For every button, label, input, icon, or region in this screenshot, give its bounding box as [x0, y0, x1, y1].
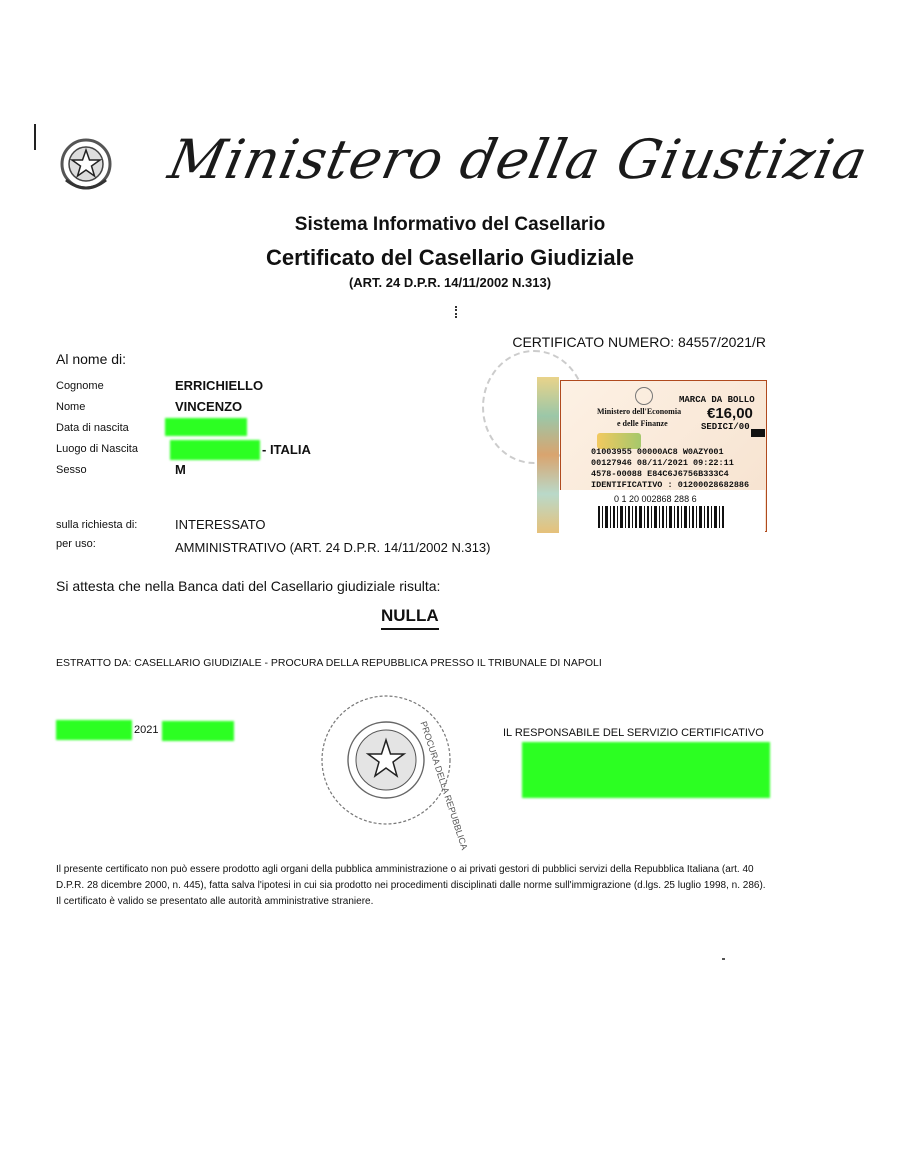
stamp-line-3: 4578-00088 E84C6J6756B333C4 — [591, 469, 729, 479]
barcode-number: 0 1 20 002868 288 6 — [614, 494, 697, 504]
date-year: 2021 — [134, 724, 159, 736]
redacted-birthplace — [170, 440, 260, 460]
stamp-line-4: IDENTIFICATIVO : 01200028682886 — [591, 480, 750, 490]
field-label-surname: Cognome — [56, 380, 104, 392]
field-label-birthplace: Luogo di Nascita — [56, 443, 138, 455]
ink-dot — [455, 306, 461, 318]
responsible-title: IL RESPONSABILE DEL SERVIZIO CERTIFICATIVO — [503, 727, 764, 739]
field-value-birthplace: - ITALIA — [262, 442, 311, 457]
attestation-text: Si attesta che nella Banca dati del Casellario giudiziale risulta: — [56, 578, 441, 594]
field-value-sex: M — [175, 462, 186, 477]
stamp-line-2: 00127946 08/11/2021 09:22:11 — [591, 458, 734, 468]
stamp-amount: €16,00 — [707, 405, 753, 422]
redacted-birthdate — [165, 418, 247, 436]
stamp-line-1: 01003955 00000AC8 W0AZY001 — [591, 447, 724, 457]
footnote: Il presente certificato non può essere prodotto agli organi della pubblica amministrazione o ai privati gestori di pubblici servizi della Repubblica Italiana (art. 40 D.P.R. 28 dicembre 2000, n. 445), fatta salva l'ipotesi in cui sia prodotto nei procedimenti disciplinati dalle norme sull'immigrazione (d.lgs. 25 luglio 1998, n. 286). Il certificato è valido se presentato alle autorità amministrative straniere. — [56, 864, 766, 907]
italian-emblem-icon — [58, 136, 114, 194]
stamp-rainbow-strip — [537, 377, 559, 533]
margin-mark — [34, 124, 36, 150]
article-reference: (ART. 24 D.P.R. 14/11/2002 N.313) — [348, 275, 552, 290]
stamp-issuer-1: Ministero dell'Economia — [597, 407, 682, 416]
redacted-date-prefix — [56, 720, 132, 740]
use-label: per uso: — [56, 538, 96, 550]
stamp-ring-text: PROCURA DELLA REPUBBLICA — [418, 720, 470, 852]
field-label-sex: Sesso — [56, 464, 87, 476]
field-label-name: Nome — [56, 401, 86, 413]
ministry-emblem-icon — [635, 387, 653, 405]
official-round-stamp — [318, 690, 470, 852]
certificate-title: Certificato del Casellario Giudiziale — [266, 245, 634, 270]
redacted-place — [162, 721, 234, 741]
ministry-title: Ministero della Giustizia — [163, 128, 874, 191]
redacted-signature — [522, 742, 770, 798]
certificate-number: CERTIFICATO NUMERO: 84557/2021/R — [512, 334, 766, 350]
barcode-icon — [598, 506, 726, 528]
attestation-result: NULLA — [381, 606, 439, 630]
field-value-surname: ERRICHIELLO — [175, 378, 264, 393]
stamp-code: SEDICI/00 — [701, 422, 750, 432]
stamp-dark-tab — [751, 429, 765, 437]
name-intro: Al nome di: — [56, 351, 127, 367]
stamp-title: MARCA DA BOLLO — [679, 395, 755, 405]
request-value: INTERESSATO — [175, 517, 266, 532]
extract-source: ESTRATTO DA: CASELLARIO GIUDIZIALE - PROCURA DELLA REPUBBLICA PRESSO IL TRIBUNALE DI NAPOLI — [56, 657, 602, 669]
speck — [722, 958, 725, 960]
use-value: AMMINISTRATIVO (ART. 24 D.P.R. 14/11/2002 N.313) — [175, 540, 491, 555]
request-label: sulla richiesta di: — [56, 519, 138, 531]
field-label-birthdate: Data di nascita — [56, 422, 129, 434]
field-value-name: VINCENZO — [175, 399, 243, 414]
system-title: Sistema Informativo del Casellario — [294, 214, 606, 235]
stamp-issuer-2: e delle Finanze — [617, 419, 668, 428]
barcode-area — [560, 490, 765, 534]
